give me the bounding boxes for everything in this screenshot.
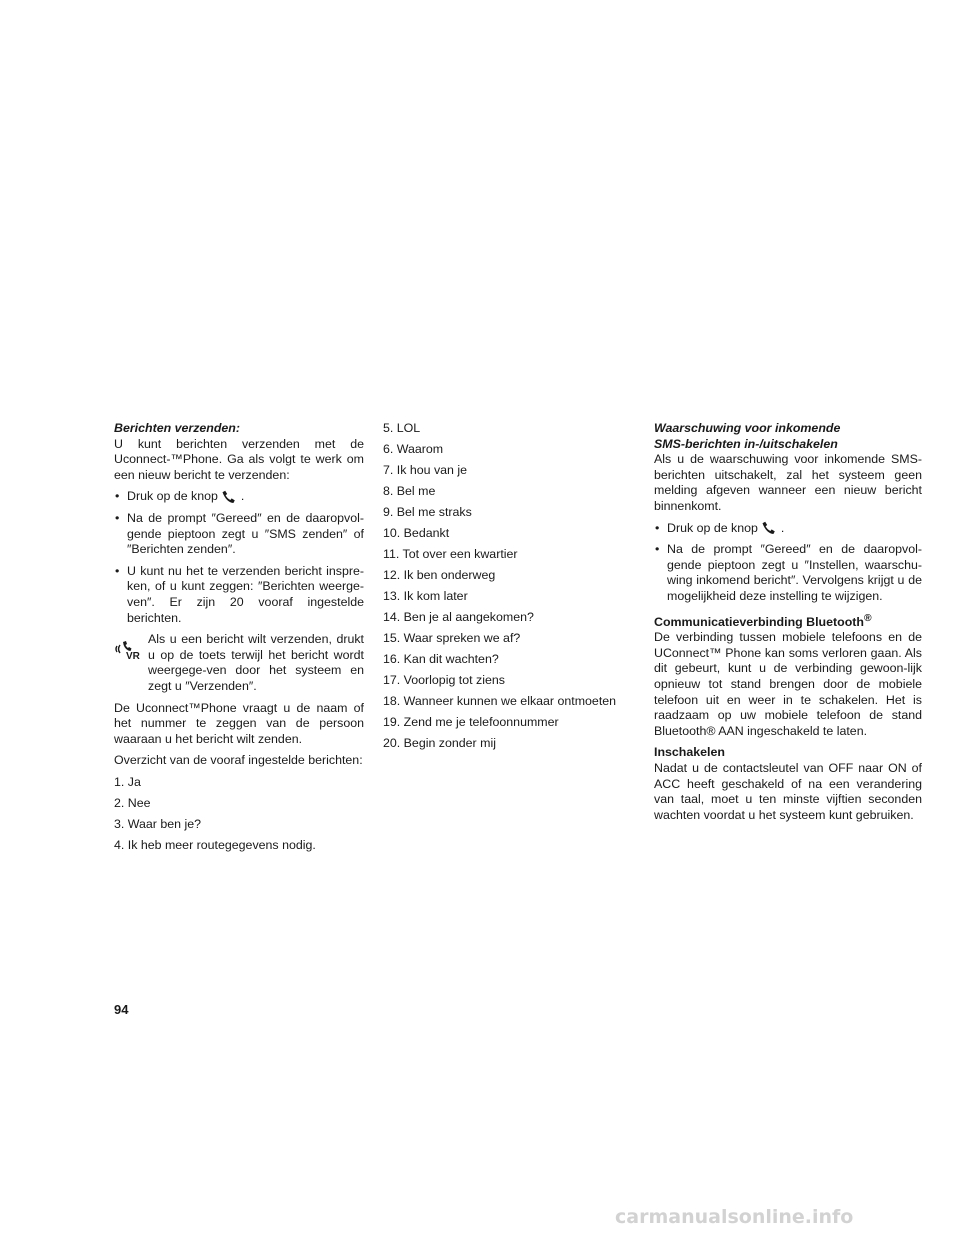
step-press-button (654, 521, 922, 537)
list-item: 6. Waarom (383, 441, 444, 456)
warning-steps (654, 521, 922, 605)
list-item: 4. Ik heb meer routegegevens nodig. (114, 837, 316, 852)
list-item: 13. Ik kom later (383, 588, 468, 603)
list-item: 9. Bel me straks (383, 504, 472, 519)
left-column (114, 421, 364, 859)
list-item: 1. Ja (114, 774, 141, 789)
vr-text-before: Als u een bericht wilt verzenden, drukt u op de toets (148, 632, 364, 662)
preset-messages-list-left (114, 775, 364, 854)
list-item: 20. Begin zonder mij (383, 735, 496, 750)
warning-intro: Als u de waarschuwing voor inkomende SMS-berichten uitschakelt, zal het systeem geen melding afgeven wanneer een nieuw bericht binnenkomt. (654, 452, 922, 513)
phone-handset-icon (221, 490, 237, 504)
list-item: 18. Wanneer kunnen we elkaar ontmoeten (383, 693, 617, 708)
right-column (654, 421, 922, 829)
list-item: 12. Ik ben onderweg (383, 567, 496, 582)
step-text: Na de prompt ″Gereed″ en de daaropvol-gende pieptoon zegt u ″Instellen, waarschu-wing inkomend bericht″. Vervolgens krijgt u de mogelijkheid deze instelling te wijzigen. (667, 542, 922, 603)
step-text: U kunt nu het te verzenden bericht inspre-ken, of u kunt zeggen: ″Berichten weerge-ven″. Er zijn 20 vooraf ingestelde berichten. (127, 563, 364, 625)
bluetooth-text: De verbinding tussen mobiele telefoons en de UConnect™ Phone kan soms verloren gaan. Als dit gebeurt, kunt u de verbinding gewoon-lijk opnieuw tot stand brengen door de mobiele telefoon uit en weer in te schakelen. Het is raadzaam op uw mobiele telefoon de stand Bluetooth® AAN ingeschakeld te laten. (654, 630, 922, 738)
watermark: carmanualsonline.info (615, 1206, 854, 1228)
send-steps (114, 489, 364, 626)
middle-column (383, 421, 633, 757)
list-item: 15. Waar spreken we af? (383, 630, 521, 645)
registered-mark: ® (863, 612, 872, 624)
bullet: • (115, 510, 120, 525)
step-press-button (114, 489, 364, 505)
list-item: 19. Zend me je telefoonnummer (383, 714, 559, 729)
list-item: 2. Nee (114, 795, 151, 810)
vr-text-after: terwijl het bericht wordt weergege-ven door het systeem en zegt u ″Verzenden″. (148, 647, 364, 693)
list-item: 8. Bel me (383, 483, 436, 498)
section-title-sms-warning (654, 421, 922, 452)
vr-paragraph (114, 632, 364, 694)
bullet: • (655, 542, 660, 557)
title-line: SMS-berichten in-/uitschakelen (654, 436, 838, 451)
list-item: 16. Kan dit wachten? (383, 651, 499, 666)
list-item: 7. Ik hou van je (383, 462, 468, 477)
preset-messages-list-mid (383, 421, 633, 751)
bullet: • (115, 563, 120, 578)
heading-text: Communicatieverbinding Bluetooth (654, 614, 864, 629)
send-intro: U kunt berichten verzenden met de Uconnect-™Phone. Ga als volgt te werk om een nieuw bericht te verzenden: (114, 436, 364, 482)
list-item: 3. Waar ben je? (114, 816, 202, 831)
overview-label: Overzicht van de vooraf ingestelde berichten: (114, 753, 363, 768)
bluetooth-heading (654, 611, 922, 631)
step-dictate (114, 564, 364, 626)
bullet: • (655, 520, 660, 535)
enable-heading: Inschakelen (654, 745, 725, 760)
list-item: 5. LOL (383, 421, 421, 435)
name-paragraph: De Uconnect™Phone vraagt u de naam of het nummer te zeggen van de persoon waaraan u het bericht wilt zenden. (114, 700, 364, 746)
step-text: Druk op de knop (127, 489, 218, 504)
step-text-end: . (780, 520, 785, 535)
bullet: • (115, 489, 120, 504)
title-line: Waarschuwing voor inkomende (654, 421, 841, 435)
step-text: Druk op de knop (667, 520, 758, 535)
list-item: 11. Tot over een kwartier (383, 546, 518, 561)
step-prompt (114, 511, 364, 558)
list-item: 17. Voorlopig tot ziens (383, 672, 505, 687)
voice-recognition-icon (114, 640, 146, 665)
step-text: Na de prompt ″Gereed″ en de daaropvol-gende pieptoon zegt u ″SMS zenden″ of ″Berichten zenden″. (127, 510, 364, 557)
step-text-end: . (240, 489, 245, 504)
step-prompt (654, 542, 922, 604)
phone-handset-icon (761, 521, 777, 535)
list-item: 10. Bedankt (383, 525, 450, 540)
svg-text:VR: VR (126, 651, 140, 661)
list-item: 14. Ben je al aangekomen? (383, 609, 534, 624)
section-title-send-messages: Berichten verzenden: (114, 421, 241, 435)
enable-text: Nadat u de contactsleutel van OFF naar ON of ACC heeft geschakeld of na een verandering van taal, moet u ten minste vijftien seconden wachten voordat u het systeem kunt gebruiken. (654, 761, 922, 822)
page-number: 94 (114, 1002, 129, 1017)
